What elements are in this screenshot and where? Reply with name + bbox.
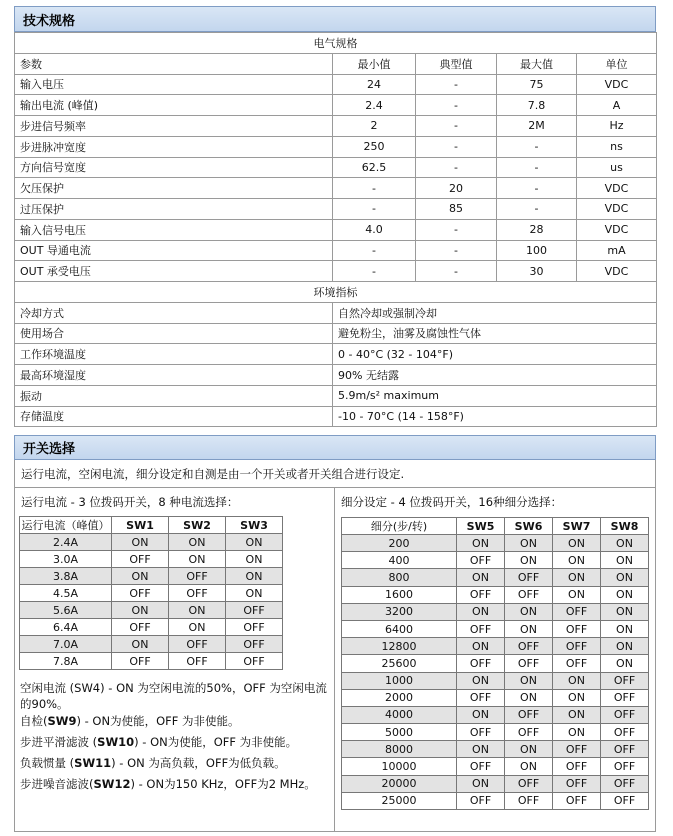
microstep-table-cell: ON — [601, 655, 649, 672]
env-row — [15, 406, 657, 427]
microstep-table-cell: OFF — [553, 638, 601, 655]
switch-note-text: ) - ON为150 KHz，OFF为2 MHz。 — [130, 777, 316, 791]
current-table-row — [20, 636, 283, 653]
microstep-table-header: SW8 — [601, 518, 649, 535]
current-table-cell: ON — [226, 534, 283, 551]
microstep-table-cell: ON — [505, 758, 553, 775]
spec-cell: - — [333, 178, 416, 199]
env-param: 使用场合 — [15, 323, 333, 344]
env-param: 振动 — [15, 385, 333, 406]
microstep-table-cell: ON — [457, 603, 505, 620]
microstep-table-cell: ON — [553, 724, 601, 741]
microstep-table-cell: OFF — [505, 655, 553, 672]
microstep-table-cell: ON — [457, 672, 505, 689]
microstep-table-cell: OFF — [601, 724, 649, 741]
spec-cell: 2.4 — [333, 95, 416, 116]
microstep-table-row — [342, 689, 649, 706]
switch-intro — [14, 460, 656, 488]
current-table-cell: ON — [226, 551, 283, 568]
microstep-table-cell: OFF — [457, 552, 505, 569]
microstep-table-cell: OFF — [457, 758, 505, 775]
microstep-table-header: SW6 — [505, 518, 553, 535]
microstep-table-row — [342, 741, 649, 758]
spec-row — [15, 116, 657, 137]
spec-cell: - — [497, 199, 577, 220]
microstep-table-row — [342, 603, 649, 620]
spec-column-header: 最大值 — [497, 53, 577, 74]
switch-note — [20, 734, 332, 750]
spec-row — [15, 219, 657, 240]
spec-cell: 2M — [497, 116, 577, 137]
microstep-table-cell: OFF — [505, 775, 553, 792]
env-value: 90% 无结露 — [333, 365, 657, 386]
current-table-cell: 3.8A — [20, 568, 112, 585]
microstep-table-cell: ON — [457, 535, 505, 552]
microstep-table-cell: ON — [505, 535, 553, 552]
env-param: 工作环境温度 — [15, 344, 333, 365]
microstep-table-cell: ON — [505, 603, 553, 620]
spec-cell: - — [333, 240, 416, 261]
env-param: 冷却方式 — [15, 302, 333, 323]
microstep-table-cell: OFF — [505, 706, 553, 723]
microstep-table-cell: OFF — [457, 620, 505, 637]
microstep-table-cell: OFF — [601, 706, 649, 723]
microstep-table-cell: ON — [457, 706, 505, 723]
spec-cell: 85 — [416, 199, 497, 220]
microstep-table — [341, 517, 649, 810]
spec-cell: A — [577, 95, 657, 116]
current-table-row — [20, 585, 283, 602]
switch-note-bold: SW12 — [93, 777, 131, 791]
current-table-cell: ON — [169, 602, 226, 619]
microstep-table-header: 细分(步/转) — [342, 518, 457, 535]
spec-param: OUT 承受电压 — [15, 261, 333, 282]
env-value: 0 - 40°C (32 - 104°F) — [333, 344, 657, 365]
current-table-cell: OFF — [169, 568, 226, 585]
spec-table — [14, 32, 657, 427]
spec-cell: 4.0 — [333, 219, 416, 240]
spec-cell: 7.8 — [497, 95, 577, 116]
microstep-table-cell: 6400 — [342, 620, 457, 637]
current-panel-title: 运行电流 - 3 位拨码开关，8 种电流选择： — [21, 495, 239, 509]
spec-param: 步进信号频率 — [15, 116, 333, 137]
microstep-table-cell: OFF — [553, 620, 601, 637]
current-table-cell: ON — [112, 534, 169, 551]
current-table-row — [20, 602, 283, 619]
microstep-table-row — [342, 672, 649, 689]
microstep-table-row — [342, 620, 649, 637]
switch-note-text: 步进平滑滤波 ( — [20, 735, 98, 749]
microstep-table-cell: ON — [553, 552, 601, 569]
switch-note-text: 自检( — [20, 714, 48, 728]
electrical-group-row — [15, 33, 657, 54]
env-row — [15, 323, 657, 344]
switch-section-header — [14, 435, 656, 460]
current-table-row — [20, 551, 283, 568]
spec-column-header: 典型值 — [416, 53, 497, 74]
current-table-cell: ON — [169, 619, 226, 636]
spec-row — [15, 157, 657, 178]
current-table-cell: OFF — [112, 653, 169, 670]
microstep-table-cell: ON — [601, 586, 649, 603]
microstep-table-cell: ON — [553, 672, 601, 689]
env-row — [15, 385, 657, 406]
current-table-row — [20, 619, 283, 636]
microstep-table-cell: OFF — [505, 586, 553, 603]
spec-cell: VDC — [577, 74, 657, 95]
microstep-table-cell: ON — [505, 672, 553, 689]
spec-cell: VDC — [577, 219, 657, 240]
microstep-table-cell: OFF — [505, 569, 553, 586]
microstep-table-row — [342, 569, 649, 586]
current-table-cell: ON — [226, 568, 283, 585]
current-table-row — [20, 653, 283, 670]
microstep-table-cell: 4000 — [342, 706, 457, 723]
switch-note — [20, 776, 332, 792]
switch-note-bold: SW10 — [97, 735, 135, 749]
spec-cell: - — [497, 157, 577, 178]
current-table-cell: OFF — [169, 585, 226, 602]
spec-title: 技术规格 — [23, 13, 76, 29]
spec-row — [15, 178, 657, 199]
current-table-cell: OFF — [112, 619, 169, 636]
microstep-table-cell: OFF — [505, 638, 553, 655]
env-value: 5.9m/s² maximum — [333, 385, 657, 406]
microstep-table-cell: 800 — [342, 569, 457, 586]
spec-cell: VDC — [577, 178, 657, 199]
microstep-table-cell: ON — [505, 741, 553, 758]
current-table-cell: ON — [112, 602, 169, 619]
current-table-header: 运行电流（峰值） — [20, 517, 112, 534]
spec-cell: 62.5 — [333, 157, 416, 178]
spec-row — [15, 240, 657, 261]
spec-column-header: 单位 — [577, 53, 657, 74]
microstep-table-row — [342, 758, 649, 775]
current-table-cell: ON — [112, 568, 169, 585]
current-table-cell: OFF — [169, 636, 226, 653]
switch-note-text: ) - ON 为高负载，OFF为低负载。 — [111, 756, 286, 770]
microstep-table-cell: OFF — [505, 724, 553, 741]
microstep-table-cell: 200 — [342, 535, 457, 552]
spec-param: 方向信号宽度 — [15, 157, 333, 178]
spec-cell: - — [497, 178, 577, 199]
microstep-table-cell: ON — [601, 620, 649, 637]
current-table-header: SW1 — [112, 517, 169, 534]
microstep-table-cell: OFF — [457, 689, 505, 706]
env-value: 避免粉尘，油雾及腐蚀性气体 — [333, 323, 657, 344]
current-table-cell: OFF — [226, 636, 283, 653]
microstep-table-cell: OFF — [601, 792, 649, 809]
spec-row — [15, 95, 657, 116]
microstep-table-cell: OFF — [601, 689, 649, 706]
spec-column-header-row — [15, 53, 657, 74]
current-table-cell: OFF — [112, 585, 169, 602]
current-table-header: SW2 — [169, 517, 226, 534]
spec-row — [15, 74, 657, 95]
spec-cell: - — [416, 240, 497, 261]
microstep-table-cell: ON — [553, 535, 601, 552]
current-table-cell: 2.4A — [20, 534, 112, 551]
current-table-row — [20, 534, 283, 551]
switch-note — [20, 755, 332, 771]
microstep-table-cell: 400 — [342, 552, 457, 569]
microstep-table-cell: OFF — [505, 792, 553, 809]
microstep-table-row — [342, 792, 649, 809]
current-table-cell: 3.0A — [20, 551, 112, 568]
current-table-cell: 7.8A — [20, 653, 112, 670]
microstep-table-cell: ON — [457, 741, 505, 758]
spec-cell: ns — [577, 136, 657, 157]
microstep-table-cell: 25600 — [342, 655, 457, 672]
microstep-table-cell: 5000 — [342, 724, 457, 741]
spec-param: 过压保护 — [15, 199, 333, 220]
spec-cell: 28 — [497, 219, 577, 240]
spec-param: 欠压保护 — [15, 178, 333, 199]
switch-note — [20, 680, 332, 712]
switch-note-text: 负载惯量 ( — [20, 756, 75, 770]
spec-param: OUT 导通电流 — [15, 240, 333, 261]
microstep-table-row — [342, 552, 649, 569]
spec-row — [15, 136, 657, 157]
current-table-cell: OFF — [226, 619, 283, 636]
microstep-table-cell: 2000 — [342, 689, 457, 706]
microstep-table-cell: ON — [601, 569, 649, 586]
microstep-table-cell: OFF — [601, 672, 649, 689]
electrical-header: 电气规格 — [15, 33, 657, 54]
microstep-table-cell: 3200 — [342, 603, 457, 620]
current-table-cell: 5.6A — [20, 602, 112, 619]
microstep-table-row — [342, 724, 649, 741]
spec-cell: - — [497, 136, 577, 157]
current-table-cell: 4.5A — [20, 585, 112, 602]
spec-cell: 250 — [333, 136, 416, 157]
switch-note-bold: SW9 — [47, 714, 77, 728]
spec-cell: Hz — [577, 116, 657, 137]
microstep-table-cell: 20000 — [342, 775, 457, 792]
current-table-cell: 6.4A — [20, 619, 112, 636]
env-value: 自然冷却或强制冷却 — [333, 302, 657, 323]
env-header: 环境指标 — [15, 282, 657, 303]
spec-column-header: 最小值 — [333, 53, 416, 74]
microstep-table-cell: OFF — [457, 724, 505, 741]
spec-cell: - — [333, 261, 416, 282]
spec-cell: 24 — [333, 74, 416, 95]
current-table-cell: OFF — [169, 653, 226, 670]
switch-note-text: ) - ON为使能，OFF 为非使能。 — [134, 735, 298, 749]
spec-cell: VDC — [577, 261, 657, 282]
current-table-header: SW3 — [226, 517, 283, 534]
spec-param: 输入电压 — [15, 74, 333, 95]
spec-param: 步进脉冲宽度 — [15, 136, 333, 157]
switch-note-text: 步进噪音滤波( — [20, 777, 94, 791]
microstep-table-cell: ON — [601, 638, 649, 655]
microstep-table-row — [342, 535, 649, 552]
spec-cell: - — [416, 74, 497, 95]
microstep-table-cell: OFF — [553, 655, 601, 672]
microstep-table-cell: ON — [553, 569, 601, 586]
microstep-table-cell: 1600 — [342, 586, 457, 603]
microstep-table-cell: ON — [601, 535, 649, 552]
spec-cell: - — [416, 116, 497, 137]
current-table-cell: ON — [112, 636, 169, 653]
spec-cell: 100 — [497, 240, 577, 261]
microstep-table-cell: OFF — [457, 655, 505, 672]
microstep-table-cell: 25000 — [342, 792, 457, 809]
current-table — [19, 516, 283, 670]
switch-note-text: ) - ON为使能，OFF 为非使能。 — [76, 714, 240, 728]
current-table-cell: OFF — [226, 602, 283, 619]
microstep-table-cell: OFF — [553, 775, 601, 792]
env-row — [15, 365, 657, 386]
current-table-cell: ON — [226, 585, 283, 602]
microstep-table-cell: ON — [457, 638, 505, 655]
microstep-table-cell: ON — [553, 586, 601, 603]
env-value: -10 - 70°C (14 - 158°F) — [333, 406, 657, 427]
switch-note-text: 空闲电流 (SW4) - ON 为空闲电流的50%，OFF 为空闲电流的90%。 — [20, 681, 327, 711]
microstep-table-cell: OFF — [457, 586, 505, 603]
microstep-table-cell: OFF — [601, 758, 649, 775]
spec-cell: us — [577, 157, 657, 178]
spec-cell: mA — [577, 240, 657, 261]
microstep-table-row — [342, 775, 649, 792]
current-table-row — [20, 568, 283, 585]
microstep-table-row — [342, 586, 649, 603]
switch-title: 开关选择 — [23, 442, 76, 457]
env-param: 存储温度 — [15, 406, 333, 427]
switch-note-bold: SW11 — [74, 756, 112, 770]
spec-cell: - — [416, 261, 497, 282]
microstep-table-cell: OFF — [457, 792, 505, 809]
microstep-table-cell: 12800 — [342, 638, 457, 655]
microstep-table-header: SW7 — [553, 518, 601, 535]
microstep-table-cell: ON — [601, 603, 649, 620]
microstep-table-cell: ON — [457, 775, 505, 792]
switch-note — [20, 713, 332, 729]
spec-cell: 2 — [333, 116, 416, 137]
spec-param: 输入信号电压 — [15, 219, 333, 240]
microstep-table-cell: ON — [457, 569, 505, 586]
microstep-table-cell: OFF — [601, 775, 649, 792]
spec-cell: VDC — [577, 199, 657, 220]
microstep-table-header: SW5 — [457, 518, 505, 535]
spec-column-header: 参数 — [15, 53, 333, 74]
spec-row — [15, 199, 657, 220]
spec-cell: 75 — [497, 74, 577, 95]
microstep-table-row — [342, 638, 649, 655]
env-param: 最高环境湿度 — [15, 365, 333, 386]
microstep-table-cell: ON — [505, 620, 553, 637]
microstep-table-cell: OFF — [601, 741, 649, 758]
microstep-table-row — [342, 655, 649, 672]
current-table-cell: ON — [169, 534, 226, 551]
microstep-table-row — [342, 706, 649, 723]
microstep-panel-title: 细分设定 - 4 位拨码开关，16种细分选择： — [341, 495, 563, 509]
microstep-table-cell: ON — [505, 552, 553, 569]
spec-cell: 20 — [416, 178, 497, 199]
current-table-cell: OFF — [112, 551, 169, 568]
spec-row — [15, 261, 657, 282]
spec-cell: - — [333, 199, 416, 220]
spec-cell: - — [416, 95, 497, 116]
microstep-table-cell: 1000 — [342, 672, 457, 689]
switch-intro-text: 运行电流，空闲电流，细分设定和自测是由一个开关或者开关组合进行设定. — [21, 466, 405, 481]
current-table-cell: 7.0A — [20, 636, 112, 653]
microstep-table-cell: 10000 — [342, 758, 457, 775]
spec-cell: 30 — [497, 261, 577, 282]
microstep-table-cell: ON — [505, 689, 553, 706]
microstep-table-cell: ON — [553, 689, 601, 706]
microstep-table-cell: OFF — [553, 792, 601, 809]
spec-param: 输出电流 (峰值) — [15, 95, 333, 116]
current-table-cell: ON — [169, 551, 226, 568]
env-row — [15, 302, 657, 323]
current-table-cell: OFF — [226, 653, 283, 670]
microstep-table-cell: OFF — [553, 741, 601, 758]
microstep-table-cell: ON — [553, 706, 601, 723]
microstep-table-cell: 8000 — [342, 741, 457, 758]
microstep-table-cell: OFF — [553, 603, 601, 620]
spec-cell: - — [416, 136, 497, 157]
microstep-table-cell: ON — [601, 552, 649, 569]
microstep-table-cell: OFF — [553, 758, 601, 775]
spec-section-header — [14, 6, 656, 32]
spec-cell: - — [416, 219, 497, 240]
env-group-row — [15, 282, 657, 303]
env-row — [15, 344, 657, 365]
spec-cell: - — [416, 157, 497, 178]
